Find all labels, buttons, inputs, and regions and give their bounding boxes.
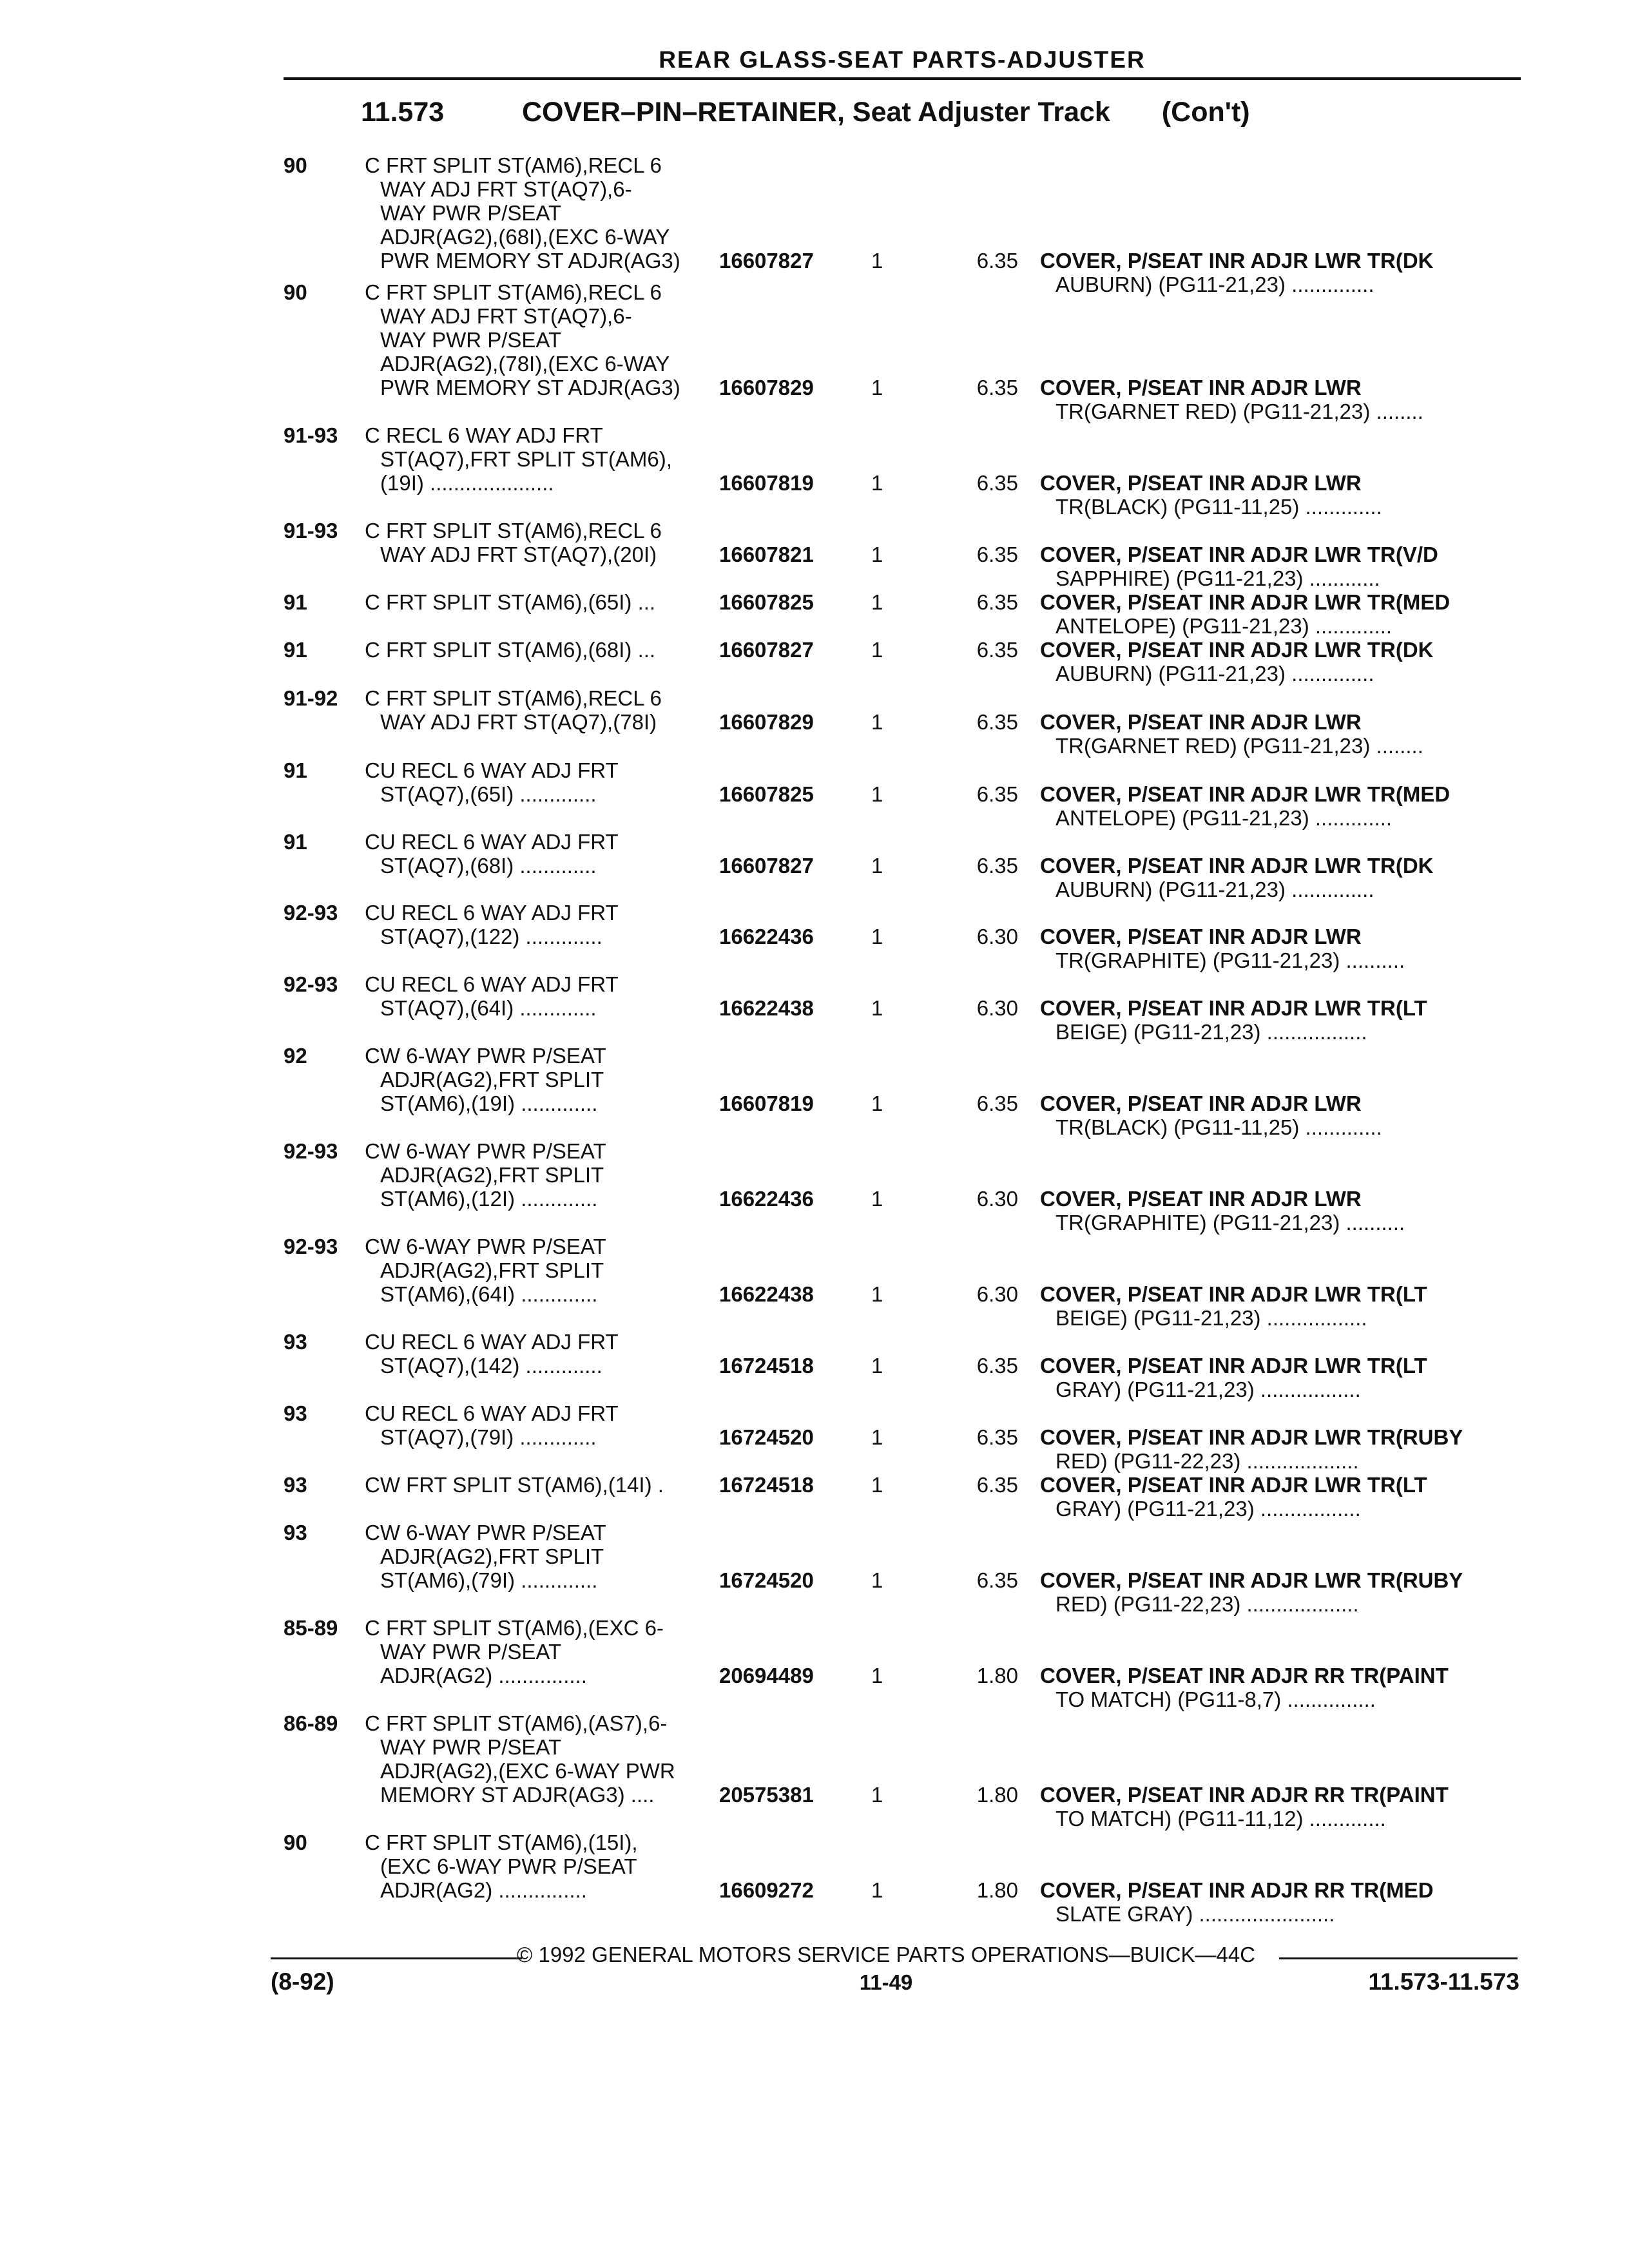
part-number: 16622438 <box>719 1282 814 1306</box>
application-line: WAY ADJ FRT ST(AQ7),(20I) <box>380 543 657 566</box>
price: 6.30 <box>976 996 1018 1020</box>
price: 6.35 <box>976 638 1018 662</box>
application-text <box>365 638 716 662</box>
price: 6.35 <box>976 543 1018 566</box>
description-line-1: COVER, P/SEAT INR ADJR LWR TR(V/D <box>1040 543 1438 566</box>
model-year: 92-93 <box>284 1139 338 1163</box>
description-line-1: COVER, P/SEAT INR ADJR LWR TR(MED <box>1040 590 1451 614</box>
application-text <box>365 758 716 806</box>
model-year: 92-93 <box>284 901 338 925</box>
table-row <box>0 686 1629 770</box>
quantity: 1 <box>871 1187 883 1211</box>
description-line-1: COVER, P/SEAT INR ADJR LWR TR(LT <box>1040 1473 1427 1497</box>
price: 6.35 <box>976 710 1018 734</box>
description-line-1: COVER, P/SEAT INR ADJR LWR TR(MED <box>1040 782 1451 806</box>
application-text <box>365 153 716 273</box>
description-line-2: AUBURN) (PG11-21,23) .............. <box>1055 662 1374 686</box>
part-description <box>1040 1354 1504 1401</box>
model-year: 90 <box>284 280 307 304</box>
description-line-2: TR(BLACK) (PG11-11,25) ............. <box>1055 495 1382 519</box>
description-line-1: COVER, P/SEAT INR ADJR LWR <box>1040 1091 1362 1115</box>
description-line-2: ANTELOPE) (PG11-21,23) ............. <box>1055 614 1393 638</box>
price: 6.30 <box>976 1282 1018 1306</box>
revision-date: (8-92) <box>271 1968 334 1995</box>
description-line-2: AUBURN) (PG11-21,23) .............. <box>1055 273 1374 296</box>
application-line: MEMORY ST ADJR(AG3) .... <box>380 1783 655 1807</box>
application-line: C RECL 6 WAY ADJ FRT <box>365 423 603 447</box>
copyright-line: © 1992 GENERAL MOTORS SERVICE PARTS OPERATIONS—BUICK—44C <box>516 1943 1256 1966</box>
quantity: 1 <box>871 996 883 1020</box>
description-line-2: SLATE GRAY) ....................... <box>1055 1902 1335 1926</box>
application-line: ADJR(AG2),(EXC 6-WAY PWR <box>380 1759 675 1783</box>
application-line: CU RECL 6 WAY ADJ FRT <box>365 901 619 925</box>
application-line: ST(AM6),(79I) ............. <box>380 1568 598 1592</box>
model-year: 91-93 <box>284 519 338 543</box>
quantity: 1 <box>871 782 883 806</box>
part-description <box>1040 1473 1504 1521</box>
model-year: 92-93 <box>284 1235 338 1258</box>
description-line-2: TO MATCH) (PG11-11,12) ............. <box>1055 1807 1386 1831</box>
price: 6.35 <box>976 471 1018 495</box>
part-number: 16607827 <box>719 638 814 662</box>
description-line-2: TO MATCH) (PG11-8,7) ............... <box>1055 1687 1376 1711</box>
model-year: 91-93 <box>284 423 338 447</box>
application-line: CW 6-WAY PWR P/SEAT <box>365 1235 606 1258</box>
application-line: CW 6-WAY PWR P/SEAT <box>365 1139 606 1163</box>
price: 1.80 <box>976 1783 1018 1807</box>
application-line: (19I) ..................... <box>380 471 554 495</box>
description-line-2: TR(GARNET RED) (PG11-21,23) ........ <box>1055 734 1423 758</box>
description-line-1: COVER, P/SEAT INR ADJR LWR <box>1040 376 1362 399</box>
price: 6.35 <box>976 854 1018 878</box>
application-line: C FRT SPLIT ST(AM6),RECL 6 <box>365 686 662 710</box>
part-number: 16622438 <box>719 996 814 1020</box>
footer-rule-right <box>1279 1957 1518 1959</box>
price: 1.80 <box>976 1664 1018 1687</box>
quantity: 1 <box>871 590 883 614</box>
part-description <box>1040 543 1504 590</box>
part-number: 16607827 <box>719 854 814 878</box>
description-line-2: GRAY) (PG11-21,23) ................. <box>1055 1497 1361 1521</box>
quantity: 1 <box>871 1473 883 1497</box>
table-row <box>0 1235 1629 1330</box>
application-line: PWR MEMORY ST ADJR(AG3) <box>380 249 680 273</box>
model-year: 91 <box>284 590 307 614</box>
quantity: 1 <box>871 543 883 566</box>
quantity: 1 <box>871 854 883 878</box>
application-line: C FRT SPLIT ST(AM6),(68I) ... <box>365 638 656 662</box>
application-line: WAY PWR P/SEAT <box>380 1640 562 1664</box>
part-number: 16607829 <box>719 376 814 399</box>
part-description <box>1040 1664 1504 1711</box>
model-year: 91 <box>284 758 307 782</box>
application-line: ST(AQ7),(64I) ............. <box>380 996 597 1020</box>
model-year: 92 <box>284 1044 307 1068</box>
application-text <box>365 1616 716 1687</box>
quantity: 1 <box>871 1664 883 1687</box>
quantity: 1 <box>871 925 883 948</box>
price: 6.35 <box>976 1568 1018 1592</box>
application-line: ADJR(AG2),FRT SPLIT <box>380 1258 604 1282</box>
section-range: 11.573-11.573 <box>1368 1968 1519 1995</box>
application-text <box>365 1401 716 1449</box>
description-line-1: COVER, P/SEAT INR ADJR LWR <box>1040 471 1362 495</box>
description-line-2: TR(GARNET RED) (PG11-21,23) ........ <box>1055 399 1423 423</box>
application-line: CU RECL 6 WAY ADJ FRT <box>365 972 619 996</box>
application-text <box>365 1235 716 1306</box>
price: 6.30 <box>976 1187 1018 1211</box>
part-description <box>1040 1425 1504 1473</box>
application-line: ST(AQ7),FRT SPLIT ST(AM6), <box>380 447 672 471</box>
part-description <box>1040 925 1504 972</box>
description-line-1: COVER, P/SEAT INR ADJR LWR TR(DK <box>1040 854 1434 878</box>
price: 6.35 <box>976 782 1018 806</box>
page-header-title: REAR GLASS-SEAT PARTS-ADJUSTER <box>659 46 1146 73</box>
model-year: 92-93 <box>284 972 338 996</box>
description-line-2: SAPPHIRE) (PG11-21,23) ............ <box>1055 566 1380 590</box>
part-number: 16622436 <box>719 1187 814 1211</box>
application-text <box>365 901 716 948</box>
description-line-1: COVER, P/SEAT INR ADJR LWR <box>1040 925 1362 948</box>
part-number: 16607819 <box>719 471 814 495</box>
description-line-1: COVER, P/SEAT INR ADJR LWR <box>1040 710 1362 734</box>
price: 6.30 <box>976 925 1018 948</box>
description-line-1: COVER, P/SEAT INR ADJR LWR TR(LT <box>1040 1354 1427 1378</box>
application-line: WAY PWR P/SEAT <box>380 1735 562 1759</box>
model-year: 85-89 <box>284 1616 338 1640</box>
description-line-2: TR(BLACK) (PG11-11,25) ............. <box>1055 1115 1382 1139</box>
application-line: WAY PWR P/SEAT <box>380 201 562 225</box>
model-year: 91 <box>284 830 307 854</box>
application-line: CU RECL 6 WAY ADJ FRT <box>365 1401 619 1425</box>
application-text <box>365 590 716 614</box>
application-line: C FRT SPLIT ST(AM6),(15I), <box>365 1831 638 1854</box>
table-row <box>0 280 1629 423</box>
application-text <box>365 423 716 495</box>
section-number: 11.573 <box>361 97 445 128</box>
footer-rule-left <box>271 1957 522 1959</box>
application-line: CU RECL 6 WAY ADJ FRT <box>365 830 619 854</box>
description-line-2: ANTELOPE) (PG11-21,23) ............. <box>1055 806 1393 830</box>
part-number: 16622436 <box>719 925 814 948</box>
table-row <box>0 1616 1629 1711</box>
model-year: 93 <box>284 1401 307 1425</box>
section-title: COVER–PIN–RETAINER, Seat Adjuster Track <box>522 97 1110 128</box>
part-number: 16607825 <box>719 590 814 614</box>
description-line-1: COVER, P/SEAT INR ADJR LWR TR(RUBY <box>1040 1568 1463 1592</box>
part-number: 16609272 <box>719 1878 814 1902</box>
description-line-2: AUBURN) (PG11-21,23) .............. <box>1055 878 1374 901</box>
application-line: ST(AQ7),(68I) ............. <box>380 854 597 878</box>
application-line: ADJR(AG2),(68I),(EXC 6-WAY <box>380 225 670 249</box>
part-number: 16607829 <box>719 710 814 734</box>
application-line: WAY ADJ FRT ST(AQ7),(78I) <box>380 710 657 734</box>
application-line: (EXC 6-WAY PWR P/SEAT <box>380 1854 637 1878</box>
description-line-1: COVER, P/SEAT INR ADJR LWR TR(LT <box>1040 1282 1427 1306</box>
part-number: 16607821 <box>719 543 814 566</box>
application-line: C FRT SPLIT ST(AM6),(EXC 6- <box>365 1616 664 1640</box>
quantity: 1 <box>871 1568 883 1592</box>
model-year: 90 <box>284 153 307 177</box>
application-text <box>365 686 716 734</box>
description-line-1: COVER, P/SEAT INR ADJR LWR TR(LT <box>1040 996 1427 1020</box>
application-line: C FRT SPLIT ST(AM6),(65I) ... <box>365 590 656 614</box>
application-line: CW 6-WAY PWR P/SEAT <box>365 1521 606 1544</box>
part-description <box>1040 376 1504 423</box>
part-description <box>1040 710 1504 758</box>
application-line: CW 6-WAY PWR P/SEAT <box>365 1044 606 1068</box>
application-text <box>365 972 716 1020</box>
part-number: 16607819 <box>719 1091 814 1115</box>
application-text <box>365 519 716 566</box>
application-line: ST(AM6),(64I) ............. <box>380 1282 598 1306</box>
section-continued: (Con't) <box>1161 97 1250 128</box>
application-line: CU RECL 6 WAY ADJ FRT <box>365 1330 619 1354</box>
model-year: 86-89 <box>284 1711 338 1735</box>
application-text <box>365 830 716 878</box>
part-description <box>1040 854 1504 901</box>
description-line-1: COVER, P/SEAT INR ADJR RR TR(PAINT <box>1040 1664 1449 1687</box>
application-line: WAY ADJ FRT ST(AQ7),6- <box>380 304 632 328</box>
part-description <box>1040 996 1504 1044</box>
price: 6.35 <box>976 590 1018 614</box>
quantity: 1 <box>871 249 883 273</box>
part-number: 16724520 <box>719 1425 814 1449</box>
description-line-1: COVER, P/SEAT INR ADJR LWR TR(DK <box>1040 638 1434 662</box>
model-year: 91-92 <box>284 686 338 710</box>
part-description <box>1040 1568 1504 1616</box>
application-text <box>365 1831 716 1902</box>
application-line: ADJR(AG2) ............... <box>380 1664 587 1687</box>
application-line: ST(AM6),(12I) ............. <box>380 1187 598 1211</box>
application-text <box>365 1330 716 1378</box>
price: 6.35 <box>976 1354 1018 1378</box>
part-number: 16724520 <box>719 1568 814 1592</box>
application-line: ST(AM6),(19I) ............. <box>380 1091 598 1115</box>
table-row <box>0 423 1629 519</box>
part-description <box>1040 1091 1504 1139</box>
application-line: ADJR(AG2),FRT SPLIT <box>380 1163 604 1187</box>
quantity: 1 <box>871 1783 883 1807</box>
section-heading <box>361 97 1250 128</box>
quantity: 1 <box>871 710 883 734</box>
application-line: C FRT SPLIT ST(AM6),RECL 6 <box>365 519 662 543</box>
application-line: WAY PWR P/SEAT <box>380 328 562 352</box>
price: 6.35 <box>976 1425 1018 1449</box>
model-year: 90 <box>284 1831 307 1854</box>
part-number: 20694489 <box>719 1664 814 1687</box>
description-line-2: RED) (PG11-22,23) ................... <box>1055 1449 1359 1473</box>
model-year: 93 <box>284 1330 307 1354</box>
application-line: ST(AQ7),(79I) ............. <box>380 1425 597 1449</box>
table-row <box>0 1139 1629 1235</box>
table-row <box>0 1711 1629 1831</box>
part-description <box>1040 1187 1504 1235</box>
description-line-2: RED) (PG11-22,23) ................... <box>1055 1592 1359 1616</box>
application-line: ADJR(AG2),(78I),(EXC 6-WAY <box>380 352 670 376</box>
part-description <box>1040 471 1504 519</box>
quantity: 1 <box>871 471 883 495</box>
application-line: ST(AQ7),(142) ............. <box>380 1354 602 1378</box>
part-description <box>1040 1282 1504 1330</box>
description-line-1: COVER, P/SEAT INR ADJR RR TR(PAINT <box>1040 1783 1449 1807</box>
application-text <box>365 1044 716 1115</box>
description-line-2: TR(GRAPHITE) (PG11-21,23) .......... <box>1055 948 1405 972</box>
part-description <box>1040 1878 1504 1926</box>
quantity: 1 <box>871 1354 883 1378</box>
quantity: 1 <box>871 1282 883 1306</box>
table-row <box>0 1044 1629 1139</box>
application-line: ADJR(AG2),FRT SPLIT <box>380 1068 604 1091</box>
application-text <box>365 1473 716 1497</box>
part-description <box>1040 782 1504 830</box>
table-row <box>0 1831 1629 1926</box>
application-line: ST(AQ7),(65I) ............. <box>380 782 597 806</box>
application-line: C FRT SPLIT ST(AM6),RECL 6 <box>365 153 662 177</box>
part-number: 20575381 <box>719 1783 814 1807</box>
part-number: 16724518 <box>719 1354 814 1378</box>
application-text <box>365 1139 716 1211</box>
table-row <box>0 1521 1629 1616</box>
description-line-1: COVER, P/SEAT INR ADJR RR TR(MED <box>1040 1878 1434 1902</box>
application-text <box>365 1521 716 1592</box>
application-line: ADJR(AG2),FRT SPLIT <box>380 1544 604 1568</box>
application-line: WAY ADJ FRT ST(AQ7),6- <box>380 177 632 201</box>
model-year: 91 <box>284 638 307 662</box>
description-line-2: BEIGE) (PG11-21,23) ................. <box>1055 1306 1367 1330</box>
part-description <box>1040 590 1504 638</box>
application-line: ST(AQ7),(122) ............. <box>380 925 602 948</box>
price: 6.35 <box>976 1091 1018 1115</box>
quantity: 1 <box>871 1878 883 1902</box>
description-line-2: BEIGE) (PG11-21,23) ................. <box>1055 1020 1367 1044</box>
quantity: 1 <box>871 376 883 399</box>
price: 6.35 <box>976 249 1018 273</box>
price: 6.35 <box>976 1473 1018 1497</box>
description-line-2: GRAY) (PG11-21,23) ................. <box>1055 1378 1361 1401</box>
description-line-1: COVER, P/SEAT INR ADJR LWR <box>1040 1187 1362 1211</box>
application-line: CU RECL 6 WAY ADJ FRT <box>365 758 619 782</box>
application-line: ADJR(AG2) ............... <box>380 1878 587 1902</box>
application-line: C FRT SPLIT ST(AM6),RECL 6 <box>365 280 662 304</box>
part-description <box>1040 638 1504 686</box>
part-description <box>1040 1783 1504 1831</box>
application-text <box>365 280 716 399</box>
description-line-1: COVER, P/SEAT INR ADJR LWR TR(RUBY <box>1040 1425 1463 1449</box>
header-rule <box>284 77 1521 80</box>
part-number: 16607827 <box>719 249 814 273</box>
quantity: 1 <box>871 1425 883 1449</box>
application-text <box>365 1711 716 1807</box>
application-line: PWR MEMORY ST ADJR(AG3) <box>380 376 680 399</box>
part-number: 16724518 <box>719 1473 814 1497</box>
quantity: 1 <box>871 1091 883 1115</box>
application-line: CW FRT SPLIT ST(AM6),(14I) . <box>365 1473 664 1497</box>
application-line: C FRT SPLIT ST(AM6),(AS7),6- <box>365 1711 668 1735</box>
price: 1.80 <box>976 1878 1018 1902</box>
price: 6.35 <box>976 376 1018 399</box>
table-row <box>0 153 1629 296</box>
model-year: 93 <box>284 1521 307 1544</box>
part-number: 16607825 <box>719 782 814 806</box>
quantity: 1 <box>871 638 883 662</box>
description-line-1: COVER, P/SEAT INR ADJR LWR TR(DK <box>1040 249 1434 273</box>
page-number: 11-49 <box>859 1970 913 1994</box>
description-line-2: TR(GRAPHITE) (PG11-21,23) .......... <box>1055 1211 1405 1235</box>
model-year: 93 <box>284 1473 307 1497</box>
